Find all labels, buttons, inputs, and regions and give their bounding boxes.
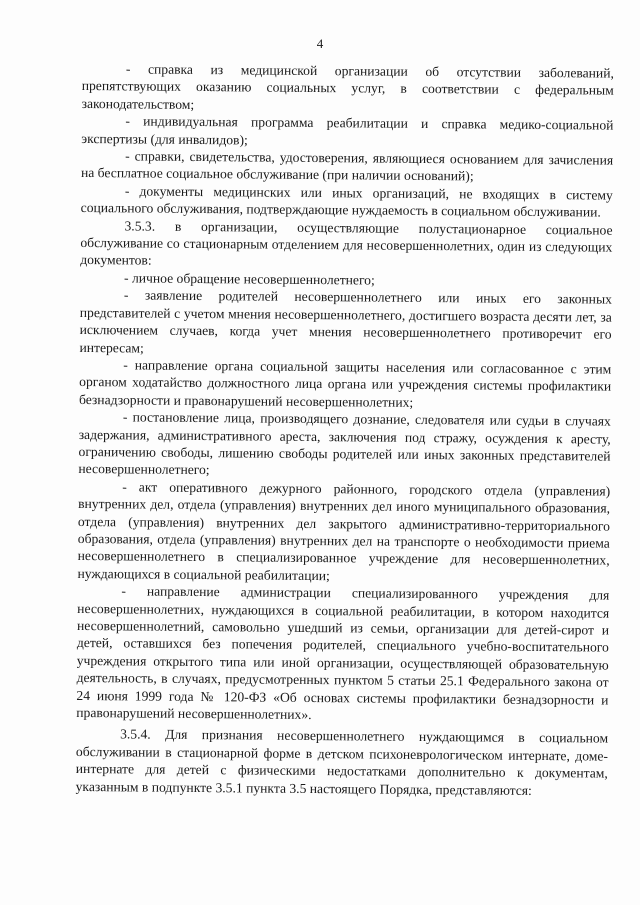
paragraph-social-protection-referral: - направление органа социальной защиты населения или согласованное с этим органом ходатайство должностного лица органа или учреждения системы профилактики безнадзорности и правонарушений несовершеннолетних; xyxy=(78,357,612,410)
document-body xyxy=(76,60,614,800)
paragraph-3-5-4: 3.5.4. Для признания несовершеннолетнего нуждающимся в социальном обслуживании в стационарной форме в детском психоневрологическом интернате, доме-интернате для детей с физическими недостатками дополнительно к документам, указанным в подпункте 3.5.1 пункта 3.5 настоящего Порядка, представляются: xyxy=(75,726,609,798)
paragraph-certificates: - справки, свидетельства, удостоверения, являющиеся основанием для зачисления на бесплатное социальное обслуживание (при наличии оснований); xyxy=(80,148,614,184)
paragraph-rehabilitation-program: - индивидуальная программа реабилитации и справка медико-социальной экспертизы (для инвалидов); xyxy=(81,113,614,148)
paragraph-3-5-3: 3.5.3. в организации, осуществляющие полустационарное социальное обслуживание со стационарным отделением для несовершеннолетних, один из следующих документов: xyxy=(80,218,613,269)
paragraph-personal-request: - личное обращение несовершеннолетнего; xyxy=(124,270,375,288)
paragraph-police-act: - акт оперативного дежурного районного, городского отдела (управления) внутренних дел, отдела (управления) внутренних дел иного муниципального образования, отдела (управления) внутренних дел закрытого административно-территориального образования, отдела (управления) внутренних дел на транспорте о необходимости приема несовершеннолетнего в специализированное учреждение для несовершеннолетних, нуждающихся в социальной реабилитации; xyxy=(77,479,611,583)
paragraph-investigator-resolution: - постановление лица, производящего дознание, следователя или судьи в случаях задержания, административного ареста, заключения под стражу, осуждения к аресту, ограничению свободы, лишению свободы родителей или иных законных представителей несовершеннолетнего; xyxy=(78,409,611,478)
page-number: 4 xyxy=(316,36,324,51)
paragraph-medical-documents: - документы медицинских или иных организаций, не входящих в систему социального обслуживания, подтверждающие нуждаемость в социальном обслуживании. xyxy=(80,183,613,220)
paragraph-medical-certificate: - справка из медицинской организации об отсутствии заболеваний, препятствующих оказанию социальных услуг, в соответствии с федеральным законодательством; xyxy=(81,61,614,112)
paragraph-parents-application: - заявление родителей несовершеннолетнего или иных его законных представителей с учетом мнения несовершеннолетнего, достигшего возраста десяти лет, за исключением случаев, когда учет мнения несовершеннолетнего противоречит его интересам; xyxy=(79,287,612,356)
paragraph-administration-referral: - направление администрации специализированного учреждения для несовершеннолетних, нуждающихся в социальной реабилитации, в котором находится несовершеннолетний, самовольно ушедший из семьи, организации для детей-сирот и детей, оставшихся без попечения родителей, специального учебно-воспитательного учреждения открытого типа или иной организации, осуществляющей образовательную деятельность, в случаях, предусмотренных пунктом 5 статьи 25.1 Федерального закона от 24 июня 1999 года № 120-ФЗ «Об основах системы профилактики безнадзорности и правонарушений несовершеннолетних». xyxy=(76,583,610,723)
